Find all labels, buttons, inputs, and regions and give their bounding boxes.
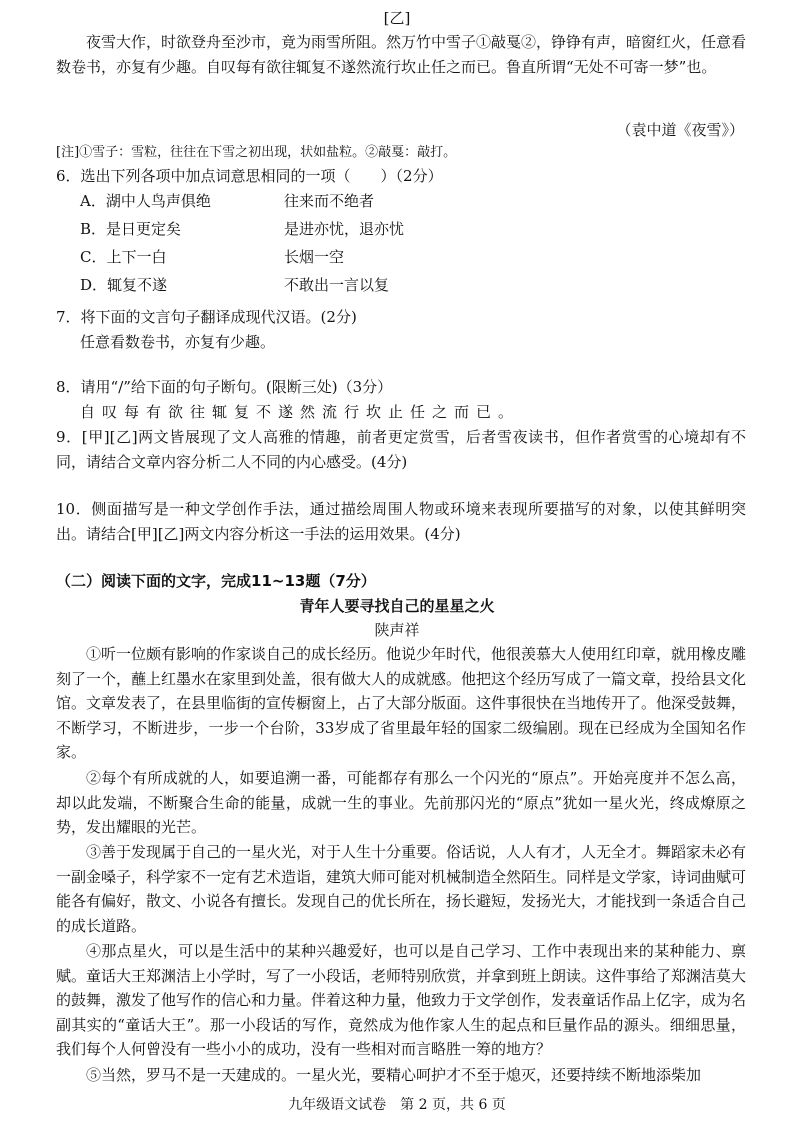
yi-notes: [注]①雪子：雪粒，往往在下雪之初出现，状如盐粒。②敲戛：敲打。 [56,145,457,160]
q6-option-a-left: A．湖中人鸟声俱绝 [80,192,211,210]
q6-option-a-right: 往来而不绝者 [284,192,375,210]
yi-passage: 夜雪大作，时欲登舟至沙市，竟为雨雪所阻。然万竹中雪子①敲戛②，铮铮有声，暗窗红火，任意看数卷书，亦复有少趣。自叹每有欲往辄复不遂然流行坎止任之而已。鲁直所谓“无处不可寄一梦”也。 [56,33,746,76]
article-paragraph-2: ②每个有所成就的人，如要追溯一番，可能都存有那么一个闪光的“原点”。开始亮度并不怎么高，却以此发端，不断聚合生命的能量，成就一生的事业。先前那闪光的“原点”犹如一星火光，终成燎原之势，发出耀眼的光芒。 [56,769,746,837]
article-paragraph-3: ③善于发现属于自己的一星火光，对于人生十分重要。俗话说，人人有才，人无全才。舞蹈家未必有一副金嗓子，科学家不一定有艺术造诣，建筑大师可能对机械制造全然陌生。同样是文学家，诗词曲赋可能各有偏好，散文、小说各有擅长。发现自己的优长所在，扬长避短，发扬光大，才能找到一条适合自己的成长道路。 [56,843,747,935]
section2-heading: （二）阅读下面的文字，完成11~13题（7分） [56,572,376,590]
yi-marker: [乙] [383,9,411,27]
article-title: 青年人要寻找自己的星星之火 [299,597,495,615]
q6-option-c-right: 长烟一空 [284,248,345,266]
q7-sentence: 任意看数卷书，亦复有少趣。 [80,333,276,351]
article-paragraph-5: ⑤当然，罗马不是一天建成的。一星火光，要精心呵护才不至于熄灭，还要持续不断地添柴加 [86,1066,702,1084]
q6-option-b-left: B．是日更定矣 [80,220,182,238]
page-footer: 九年级语文试卷 第 2 页，共 6 页 [288,1097,506,1113]
article-paragraph-1: ①听一位颇有影响的作家谈自己的成长经历。他说少年时代，他很羡慕大人使用红印章，就用橡皮雕刻了一个，蘸上红墨水在家里到处盖，很有做大人的成就感。他把这个经历写成了一篇文章，投给县文化馆。文章发表了，在县里临街的宣传橱窗上，占了大部分版面。这件事很快在当地传开了。他深受鼓舞，不断学习，不断进步，一步一个台阶，33岁成了省里最年轻的国家二级编剧。现在已经成为全国知名作家。 [56,645,747,762]
yi-source: （袁中道《夜雪》） [616,121,744,139]
q6-option-d-left: D．辄复不遂 [80,276,168,294]
q9-question: 9．[甲][乙]两文皆展现了文人高雅的情趣，前者更定赏雪，后者雪夜读书，但作者赏雪的心境却有不同，请结合文章内容分析二人不同的内心感受。(4分) [56,428,746,471]
q7-stem: 7．将下面的文言句子翻译成现代汉语。(2分) [56,308,357,326]
article-author: 陕声祥 [374,621,420,639]
q6-option-c-left: C．上下一白 [80,248,167,266]
q6-stem: 6．选出下列各项中加点词意思相同的一项（ ）（2分） [56,167,443,185]
q8-stem: 8．请用“/”给下面的句子断句。(限断三处)（3分） [56,378,393,396]
q8-sentence: 自叹每有欲往辄复不遂然流行坎止任之而已。 [80,403,521,421]
q10-question: 10．侧面描写是一种文学创作手法，通过描绘周围人物或环境来表现所要描写的对象，以使其鲜明突出。请结合[甲][乙]两文内容分析这一手法的运用效果。(4分) [56,500,746,543]
article-paragraph-4: ④那点星火，可以是生活中的某种兴趣爱好，也可以是自己学习、工作中表现出来的某种能力、禀赋。童话大王郑渊洁上小学时，写了一小段话，老师特别欣赏，并拿到班上朗读。这件事给了郑渊洁莫大的鼓舞，激发了他写作的信心和力量。伴着这种力量，他致力于文学创作，发表童话作品上亿字，成为名副其实的“童话大王”。那一小段话的写作，竟然成为他作家人生的起点和巨量作品的源头。细细思量，我们每个人何曾没有一些小小的成功，没有一些相对而言略胜一筹的地方？ [56,942,747,1059]
q6-option-d-right: 不敢出一言以复 [284,276,390,294]
q6-option-b-right: 是进亦忧，退亦忧 [284,220,405,238]
